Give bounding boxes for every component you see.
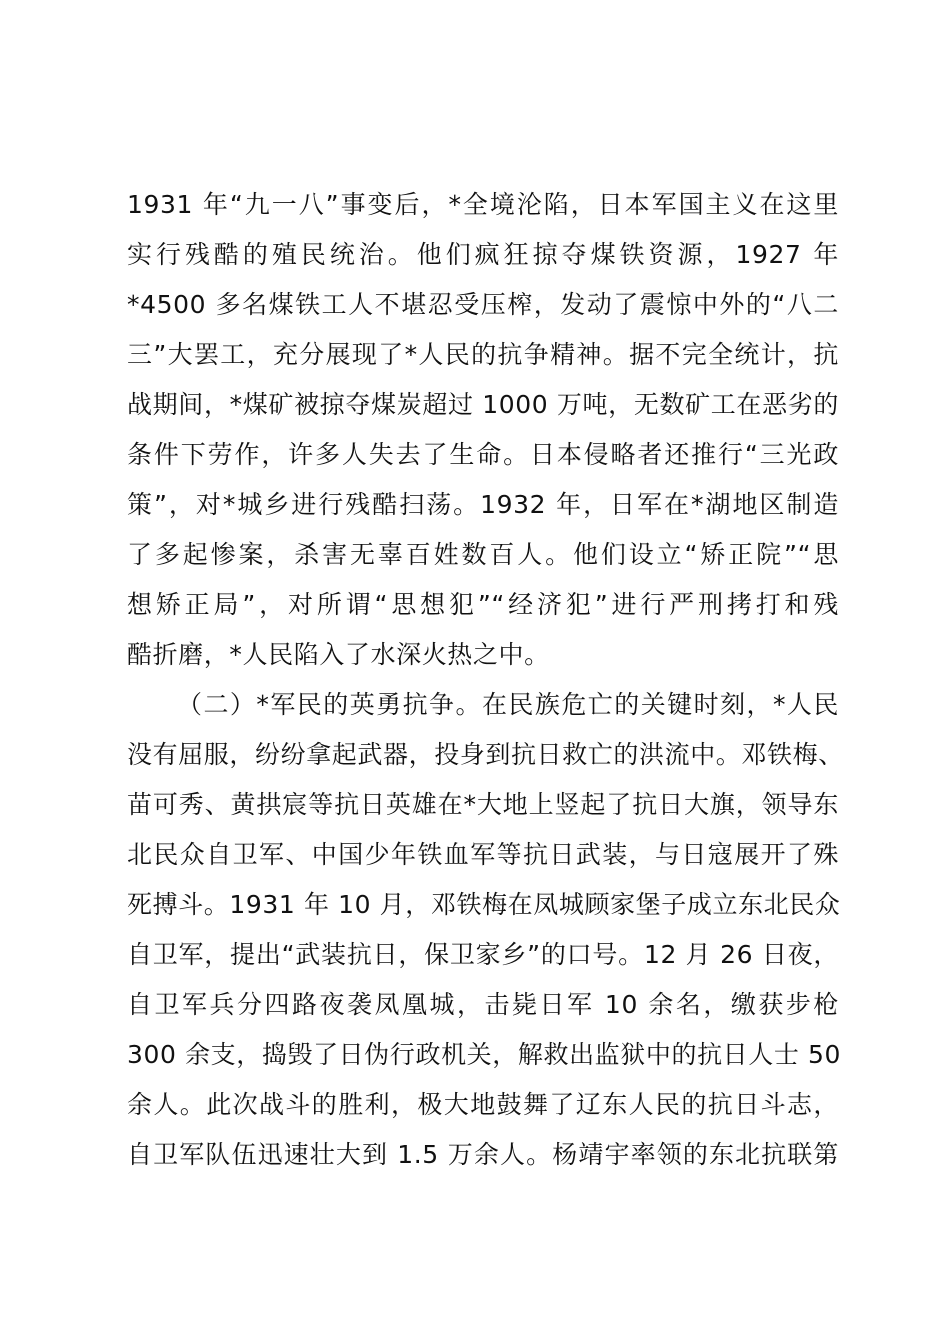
- text-line: 自卫军兵分四路夜袭凤凰城，击毙日军 10 余名，缴获步枪: [127, 990, 839, 1019]
- text-line: 战期间，*煤矿被掠夺煤炭超过 1000 万吨，无数矿工在恶劣的: [127, 390, 839, 419]
- text-line: 了多起惨案，杀害无辜百姓数百人。他们设立“矫正院”“思: [127, 540, 839, 569]
- text-line: 余人。此次战斗的胜利，极大地鼓舞了辽东人民的抗日斗志，: [127, 1090, 839, 1119]
- text-line: 1931 年“九一八”事变后，*全境沦陷，日本军国主义在这里: [127, 190, 839, 219]
- text-line: 三”大罢工，充分展现了*人民的抗争精神。据不完全统计，抗: [127, 340, 839, 369]
- text-line: （二）*军民的英勇抗争。在民族危亡的关键时刻，*人民: [177, 690, 839, 719]
- text-line: 实行残酷的殖民统治。他们疯狂掠夺煤铁资源，1927 年: [127, 240, 839, 269]
- text-line: 北民众自卫军、中国少年铁血军等抗日武装，与日寇展开了殊: [127, 840, 839, 869]
- text-line: *4500 多名煤铁工人不堪忍受压榨，发动了震惊中外的“八二: [127, 290, 839, 319]
- body-text: [127, 180, 844, 1180]
- text-line: 苗可秀、黄拱宸等抗日英雄在*大地上竖起了抗日大旗，领导东: [127, 790, 839, 819]
- text-line: 自卫军，提出“武装抗日，保卫家乡”的口号。12 月 26 日夜，: [127, 940, 839, 969]
- text-line: 自卫军队伍迅速壮大到 1.5 万余人。杨靖宇率领的东北抗联第: [127, 1140, 839, 1169]
- text-line: 300 余支，捣毁了日伪行政机关，解救出监狱中的抗日人士 50: [127, 1040, 842, 1069]
- text-line: 条件下劳作，许多人失去了生命。日本侵略者还推行“三光政: [127, 440, 839, 469]
- text-line: 酷折磨，*人民陷入了水深火热之中。: [127, 640, 550, 669]
- text-line: 死搏斗。1931 年 10 月，邓铁梅在凤城顾家堡子成立东北民众: [127, 890, 841, 919]
- text-line: 策”，对*城乡进行残酷扫荡。1932 年，日军在*湖地区制造: [127, 490, 839, 519]
- text-line: 没有屈服，纷纷拿起武器，投身到抗日救亡的洪流中。邓铁梅、: [127, 740, 844, 769]
- text-line: 想矫正局”，对所谓“思想犯”“经济犯”进行严刑拷打和残: [127, 590, 839, 619]
